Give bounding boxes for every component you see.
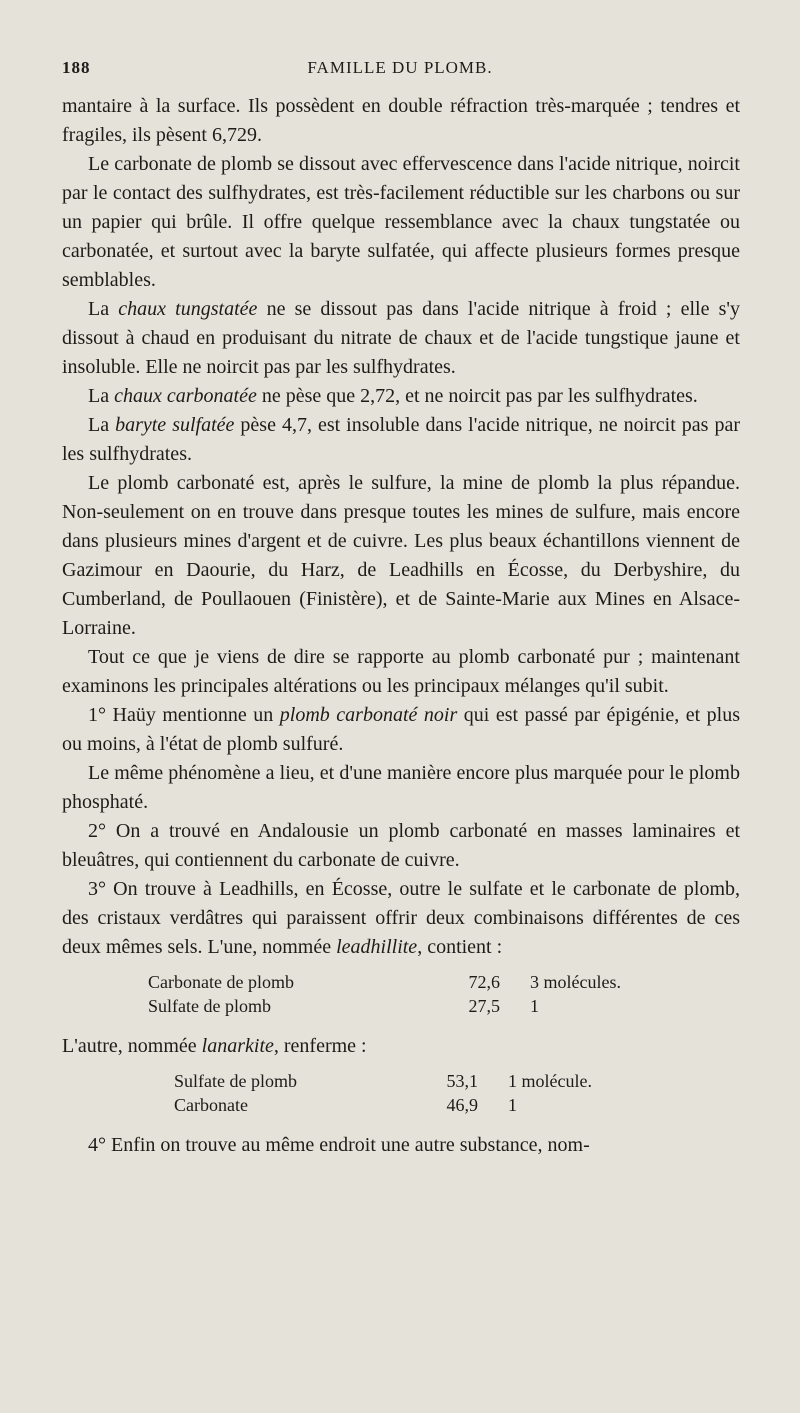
paragraph (62, 701, 740, 759)
component-value: 72,6 (468, 972, 500, 992)
component-ratio: 1 molécule. (508, 1071, 592, 1091)
running-title: FAMILLE DU PLOMB. (307, 58, 493, 77)
paragraph-text: 3° On trouve à Leadhills, en Écosse, outre le sulfate et le carbonate de plomb, des cristaux verdâtres qui paraissent offrir deux combinaisons différentes de ces deux mêmes sels. L'une, nommée (62, 878, 740, 958)
paragraph: 2° On a trouvé en Andalousie un plomb carbonaté en masses laminaires et bleuâtres, qui contiennent du carbonate de cuivre. (62, 820, 740, 871)
paragraph: Le plomb carbonaté est, après le sulfure, la mine de plomb la plus répandue. Non-seulement on en trouve dans presque toutes les mines de sulfure, mais encore dans plusieurs mines d'argent et de cuivre. Les plus beaux échantillons viennent de Gazimour en Daourie, du Harz, de Leadhills en Écosse, du Derbyshire, du Cumberland, de Poullaouen (Finistère), et de Sainte-Marie aux Mines en Alsace-Lorraine. (62, 472, 740, 639)
term: chaux tungstatée (118, 298, 258, 320)
paragraph: Le même phénomène a lieu, et d'une manière encore plus marquée pour le plomb phosphaté. (62, 762, 740, 813)
paragraph: 4° Enfin on trouve au même endroit une autre substance, nom- (88, 1134, 590, 1156)
page-header (62, 58, 738, 88)
component-label: Sulfate de plomb (148, 996, 271, 1016)
paragraph-text: , contient : (417, 936, 503, 958)
page-number: 188 (62, 58, 91, 77)
lead: L'autre, nommée (62, 1035, 197, 1057)
lead: La (88, 385, 110, 407)
paragraph: mantaire à la surface. Ils possèdent en double réfraction très-marquée ; tendres et fragiles, ils pèsent 6,729. (62, 95, 740, 146)
paragraph (62, 295, 740, 382)
paragraph-text: , renferme : (273, 1035, 367, 1057)
term: chaux carbonatée (114, 385, 257, 407)
paragraph: Le carbonate de plomb se dissout avec effervescence dans l'acide nitrique, noircit par le contact des sulfhydrates, est très-facilement réductible sur les charbons ou sur un papier qui brûle. Il offre quelque ressemblance avec la chaux tungstatée ou carbonatée, et surtout avec la baryte sulfatée, qui affecte plusieurs formes presque semblables. (62, 153, 740, 291)
paragraph-text: pèse 4,7, est insoluble dans l'acide nitrique, ne noircit pas par les sulfhydrates. (62, 414, 740, 465)
paragraph (62, 382, 740, 411)
paragraph (62, 411, 740, 469)
leadhillite-composition (148, 970, 740, 1018)
lead: La (88, 414, 110, 436)
term: lanarkite (201, 1035, 274, 1057)
component-value: 53,1 (446, 1071, 478, 1091)
paragraph-text: ne pèse que 2,72, et ne noircit pas par les sulfhydrates. (261, 385, 698, 407)
term: baryte sulfatée (115, 414, 235, 436)
lanarkite-composition (174, 1069, 740, 1117)
term: leadhillite (336, 936, 418, 958)
component-value: 27,5 (468, 996, 500, 1016)
component-ratio: 3 molécules. (530, 972, 621, 992)
component-ratio: 1 (508, 1095, 517, 1115)
component-label: Sulfate de plomb (174, 1071, 297, 1091)
paragraph (62, 1032, 740, 1061)
paragraph: Tout ce que je viens de dire se rapporte au plomb carbonaté pur ; maintenant examinons les principales altérations ou les principaux mélanges qu'il subit. (62, 646, 740, 697)
body-text (62, 92, 740, 1160)
paragraph-text: ne se dissout pas dans l'acide nitrique à froid ; elle s'y dissout à chaud en produisant du nitrate de chaux et de l'acide tungstique jaune et insoluble. Elle ne noircit pas par les sulfhydrates. (62, 298, 741, 378)
component-label: Carbonate (174, 1095, 248, 1115)
component-value: 46,9 (446, 1095, 478, 1115)
component-ratio: 1 (530, 996, 539, 1016)
lead: 1° Haüy mentionne un (88, 704, 274, 726)
paragraph (62, 875, 740, 962)
paragraph-text: qui est passé par épigénie, et plus ou moins, à l'état de plomb sulfuré. (62, 704, 741, 755)
term: plomb carbonaté noir (279, 704, 458, 726)
component-label: Carbonate de plomb (148, 972, 294, 992)
lead: La (88, 298, 110, 320)
